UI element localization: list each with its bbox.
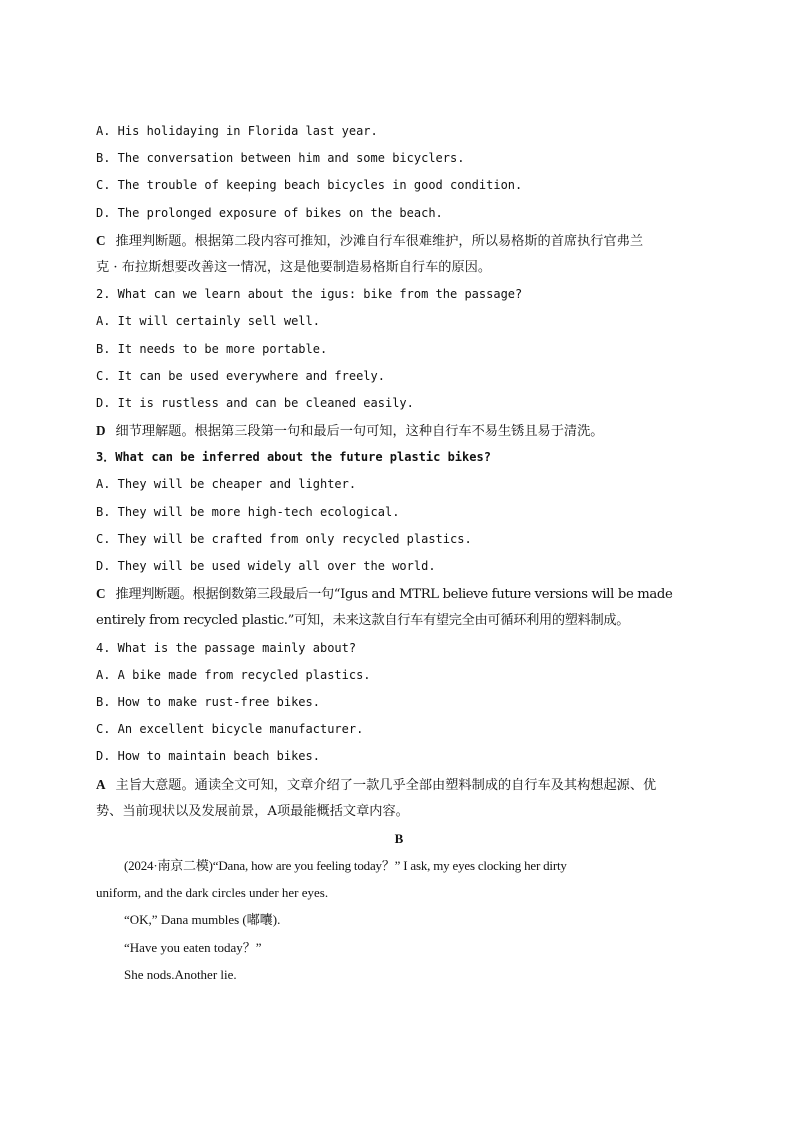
q3-question: What can be inferred about the future plastic bikes? (115, 450, 491, 465)
q3-answer-key: C (96, 586, 106, 602)
q2-answer (96, 417, 702, 444)
q3-option-a: A. They will be cheaper and lighter. (96, 477, 357, 492)
q2-option-d: D. It is rustless and can be cleaned easily. (96, 395, 414, 410)
q4-option-b: B. How to make rust-free bikes. (96, 694, 320, 709)
q1-option-d: D. The prolonged exposure of bikes on the beach. (96, 205, 443, 220)
section-b-para1-line1: (2024·南京二模)“Dana, how are you feeling today？” I ask, my eyes clocking her dirty (124, 858, 567, 874)
section-b-para4: She nods.Another lie. (124, 966, 237, 982)
q3-number: 3． (96, 450, 116, 465)
q4-option-d: D. How to maintain beach bikes. (96, 749, 320, 764)
q4-explanation-line2: 势、当前现状以及发展前景，A项最能概括文章内容。 (96, 803, 409, 819)
q4-answer-key: A (96, 776, 106, 792)
q3-explanation-line2: entirely from recycled plastic.”可知，未来这款自行车有望完全由可循环利用的塑料制成。 (96, 613, 630, 629)
q1-answer-key: C (96, 232, 106, 248)
q2-explanation: 细节理解题。根据第三段第一句和最后一句可知，这种自行车不易生锈且易于清洗。 (115, 424, 604, 440)
q4-answer (96, 771, 702, 798)
q4-option-a: A. A bike made from recycled plastics. (96, 667, 371, 682)
q1-option-c: C. The trouble of keeping beach bicycles in good condition. (96, 178, 523, 193)
q3-option-d: D. They will be used widely all over the world. (96, 559, 436, 573)
section-b-para3: “Have you eaten today？” (124, 939, 262, 955)
document-page (96, 118, 702, 988)
q1-answer (96, 227, 702, 254)
q3-question-line (96, 444, 702, 471)
q4-option-c: C. An excellent bicycle manufacturer. (96, 722, 364, 737)
q4-question: 4. What is the passage mainly about? (96, 640, 357, 655)
q2-option-c: C. It can be used everywhere and freely. (96, 368, 385, 383)
q3-explanation-line1: 推理判断题。根据倒数第三段最后一句“Igus and MTRL believe future versions will be made (115, 587, 673, 603)
section-b-para1-line2: uniform, and the dark circles under her eyes. (96, 885, 329, 901)
q2-question: 2. What can we learn about the igus: bike from the passage? (96, 287, 523, 302)
section-b-para2: “OK,” Dana mumbles (嘟囔). (124, 912, 281, 928)
section-b-heading: B (394, 830, 404, 846)
q1-option-b: B. The conversation between him and some bicyclers. (96, 151, 465, 166)
q2-option-a: A. It will certainly sell well. (96, 314, 320, 329)
q2-answer-key: D (96, 423, 106, 439)
q3-option-b: B. They will be more high-tech ecological. (96, 504, 400, 519)
q1-explanation-line1: 推理判断题。根据第二段内容可推知，沙滩自行车很难维护，所以易格斯的首席执行官弗兰 (115, 233, 644, 249)
q3-answer (96, 580, 702, 607)
q1-explanation-line2: 克 · 布拉斯想要改善这一情况，这是他要制造易格斯自行车的原因。 (96, 259, 492, 275)
q2-option-b: B. It needs to be more portable. (96, 341, 328, 356)
q4-explanation-line1: 主旨大意题。通读全文可知，文章介绍了一款几乎全部由塑料制成的自行车及其构想起源、优 (115, 777, 657, 793)
q3-option-c: C. They will be crafted from only recycled plastics. (96, 531, 472, 546)
q1-option-a: A. His holidaying in Florida last year. (96, 124, 378, 138)
